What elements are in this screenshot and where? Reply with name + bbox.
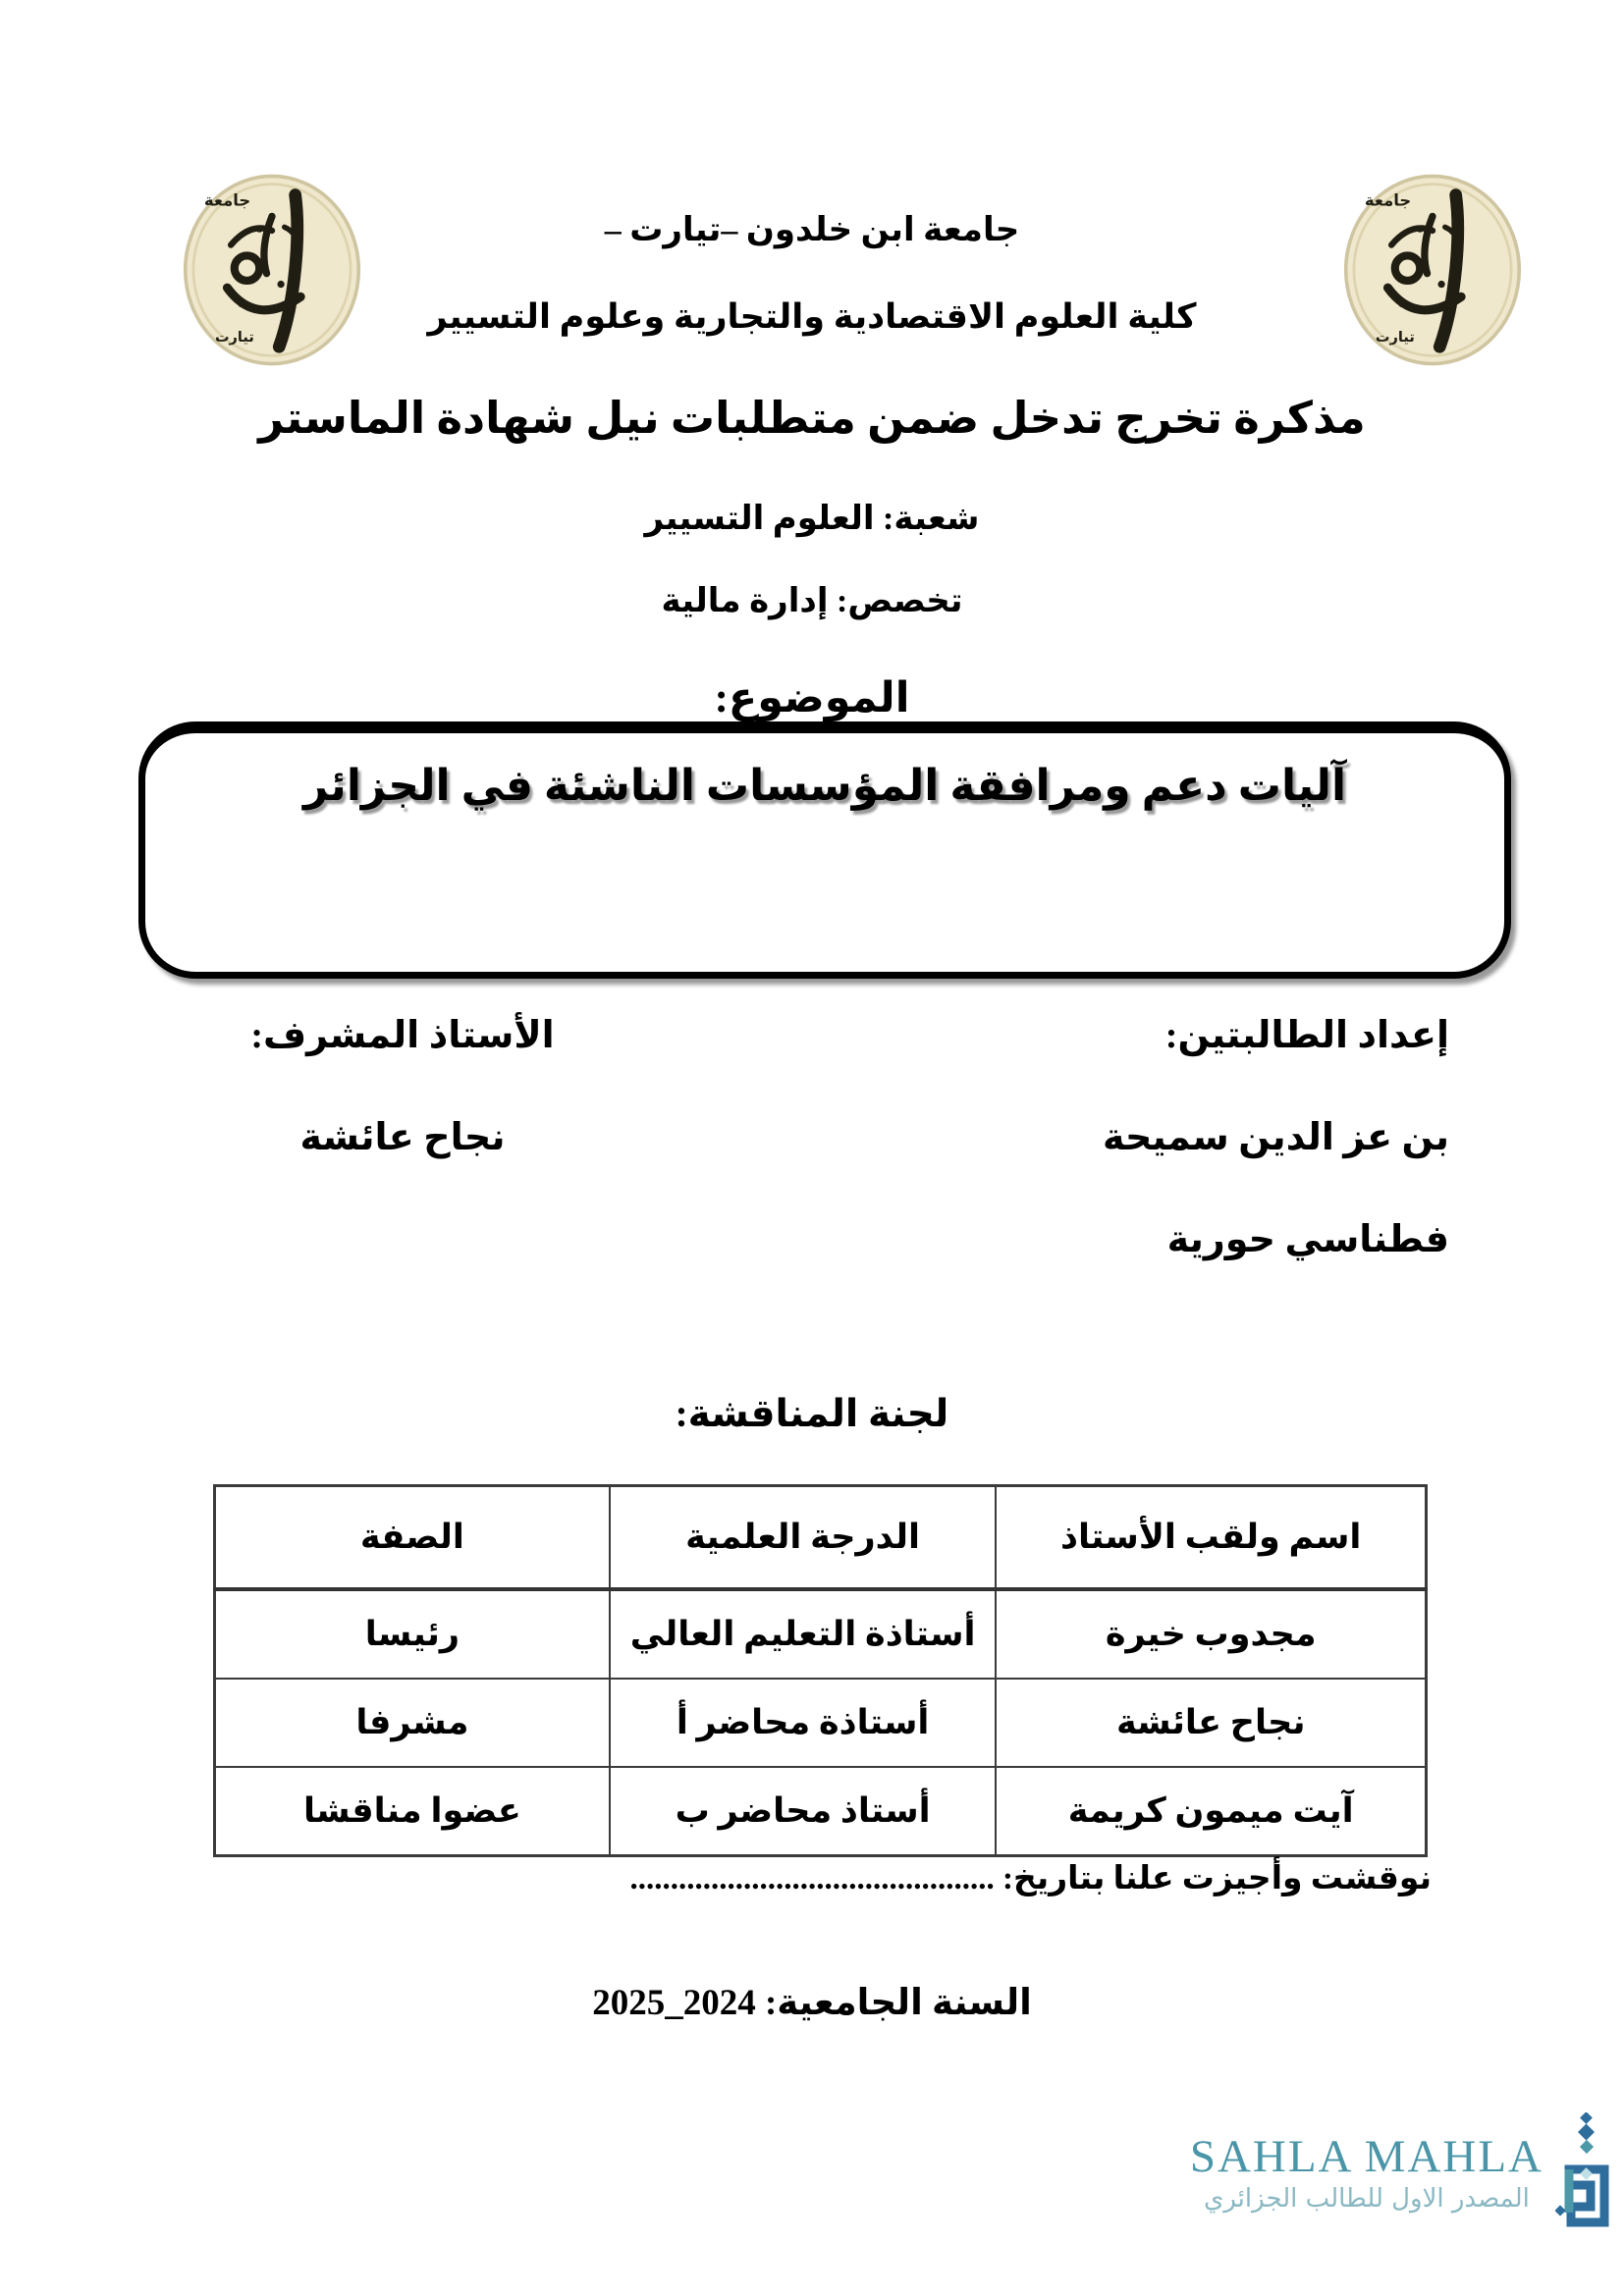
faculty-name-line: كلية العلوم الاقتصادية والتجارية وعلوم التسيير	[427, 297, 1197, 336]
svg-text:تيارت: تيارت	[214, 328, 254, 346]
sahla-mahla-text	[1190, 2132, 1543, 2216]
student-name: بن عز الدين سميحة	[1102, 1117, 1449, 1158]
committee-heading: لجنة المناقشة:	[675, 1393, 949, 1435]
cell-academic-degree: أستاذة التعليم العالي	[610, 1589, 997, 1679]
academic-year-line: السنة الجامعية: 2024_2025	[592, 1983, 1032, 2023]
supervisor-block	[211, 1007, 594, 1211]
table-row	[215, 1589, 1427, 1679]
cell-role: عضوا مناقشا	[215, 1767, 610, 1856]
column-header-professor-name: اسم ولقب الأستاذ	[996, 1486, 1426, 1590]
table-row	[215, 1679, 1427, 1767]
memo-type-line: مذكرة تخرج تدخل ضمن متطلبات نيل شهادة الماستر	[258, 394, 1366, 443]
university-seal-left	[183, 173, 361, 367]
cell-role: مشرفا	[215, 1679, 610, 1767]
defense-date-line: نوقشت وأجيزت علنا بتاريخ: .............................................	[629, 1861, 1432, 1896]
supervisor-label: الأستاذ المشرف:	[250, 1015, 555, 1056]
column-header-academic-degree: الدرجة العلمية	[610, 1486, 997, 1590]
university-seal-right	[1343, 173, 1522, 367]
thesis-title: آليات دعم ومرافقة المؤسسات الناشئة في الجزائر	[302, 762, 1347, 810]
table-header-row	[215, 1486, 1427, 1590]
thesis-title-box	[138, 721, 1511, 979]
university-seal-icon	[1343, 173, 1522, 367]
sahla-mahla-emblem-icon	[1555, 2112, 1618, 2236]
svg-text:تيارت: تيارت	[1375, 328, 1415, 346]
subject-label: الموضوع:	[714, 675, 910, 721]
prepared-by-label: إعداد الطالبتين:	[1164, 1015, 1449, 1056]
cell-professor-name: نجاح عائشة	[996, 1679, 1426, 1767]
sahla-mahla-tagline: المصدر الاول للطالب الجزائري	[1203, 2184, 1530, 2214]
sahla-mahla-watermark	[1190, 2112, 1618, 2236]
specialty-line: تخصص: إدارة مالية	[661, 583, 963, 619]
cell-professor-name: مجدوب خيرة	[996, 1589, 1426, 1679]
svg-text:جامعة: جامعة	[1364, 190, 1412, 210]
cell-professor-name: آيت ميمون كريمة	[996, 1767, 1426, 1856]
prepared-by-block	[1103, 1007, 1449, 1313]
table-row	[215, 1767, 1427, 1856]
committee-table	[213, 1484, 1428, 1857]
university-seal-icon	[183, 173, 361, 367]
svg-text:جامعة: جامعة	[203, 190, 251, 210]
cell-academic-degree: أستاذ محاضر ب	[610, 1767, 997, 1856]
university-name-line: جامعة ابن خلدون –تيارت –	[604, 212, 1020, 248]
student-name: فطناسي حورية	[1166, 1219, 1449, 1260]
cell-academic-degree: أستاذة محاضر أ	[610, 1679, 997, 1767]
cell-role: رئيسا	[215, 1589, 610, 1679]
column-header-role: الصفة	[215, 1486, 610, 1590]
branch-line: شعبة: العلوم التسيير	[644, 501, 980, 537]
sahla-mahla-wordmark: SAHLA MAHLA	[1189, 2131, 1543, 2182]
supervisor-name: نجاح عائشة	[299, 1117, 506, 1158]
